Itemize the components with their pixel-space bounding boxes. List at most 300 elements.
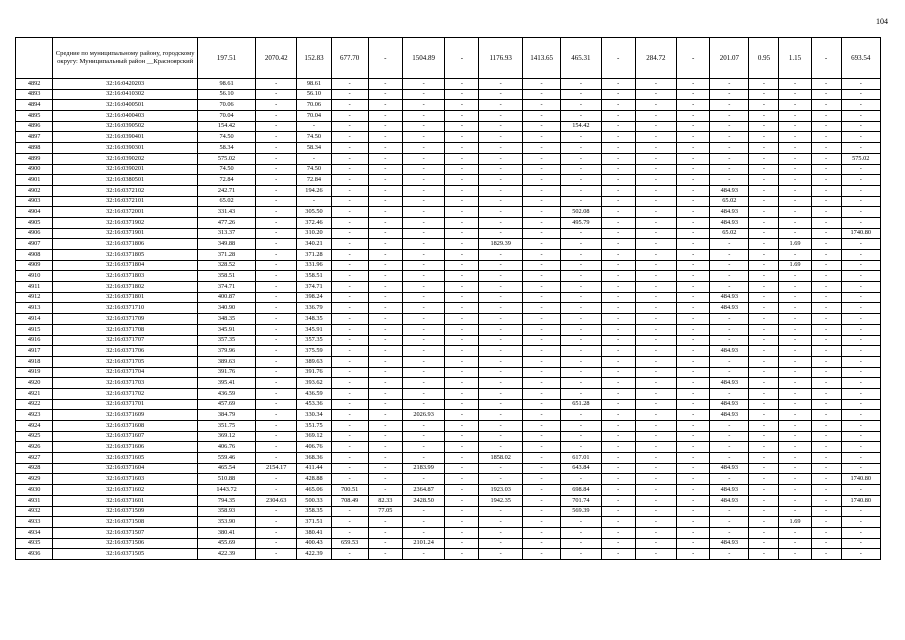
value-cell: - bbox=[368, 527, 402, 538]
row-number-cell: 4898 bbox=[16, 143, 53, 154]
value-cell: - bbox=[561, 346, 601, 357]
value-cell: - bbox=[522, 431, 560, 442]
value-cell: - bbox=[256, 132, 297, 143]
value-cell: 358.93 bbox=[198, 506, 256, 517]
value-cell: - bbox=[368, 453, 402, 464]
value-cell: - bbox=[749, 410, 779, 421]
value-cell: 358.51 bbox=[297, 271, 331, 282]
value-cell: - bbox=[779, 100, 811, 111]
value-cell: - bbox=[479, 79, 522, 90]
value-cell: - bbox=[710, 324, 749, 335]
cadastral-number-cell: 32:16:0371705 bbox=[53, 356, 198, 367]
value-cell: - bbox=[635, 282, 676, 293]
value-cell: - bbox=[841, 282, 880, 293]
row-number-cell: 4914 bbox=[16, 314, 53, 325]
value-cell: - bbox=[601, 335, 635, 346]
value-cell: 484.93 bbox=[710, 185, 749, 196]
value-cell: - bbox=[402, 335, 444, 346]
value-cell: - bbox=[677, 271, 710, 282]
value-cell: - bbox=[445, 207, 479, 218]
value-cell: - bbox=[402, 388, 444, 399]
value-cell: - bbox=[677, 474, 710, 485]
value-cell: - bbox=[561, 153, 601, 164]
value-cell: - bbox=[811, 292, 841, 303]
value-cell: - bbox=[635, 421, 676, 432]
value-cell: - bbox=[561, 442, 601, 453]
value-cell: - bbox=[779, 175, 811, 186]
value-cell: - bbox=[368, 282, 402, 293]
cadastral-number-cell: 32:16:0400501 bbox=[53, 100, 198, 111]
value-cell: 1858.02 bbox=[479, 453, 522, 464]
value-cell: - bbox=[479, 228, 522, 239]
value-cell: - bbox=[779, 111, 811, 122]
value-cell: - bbox=[331, 527, 368, 538]
value-cell: - bbox=[368, 442, 402, 453]
summary-value-cell: 284.72 bbox=[635, 38, 676, 79]
value-cell: - bbox=[561, 314, 601, 325]
value-cell: - bbox=[445, 410, 479, 421]
value-cell: - bbox=[256, 506, 297, 517]
value-cell: - bbox=[479, 538, 522, 549]
value-cell: 2183.99 bbox=[402, 463, 444, 474]
value-cell: - bbox=[445, 282, 479, 293]
cadastral-number-cell: 32:16:0371601 bbox=[53, 495, 198, 506]
value-cell: - bbox=[749, 314, 779, 325]
value-cell: - bbox=[677, 89, 710, 100]
value-cell: - bbox=[841, 79, 880, 90]
value-cell: - bbox=[779, 431, 811, 442]
value-cell: - bbox=[331, 207, 368, 218]
value-cell: - bbox=[522, 207, 560, 218]
value-cell: - bbox=[402, 196, 444, 207]
value-cell: 380.41 bbox=[297, 527, 331, 538]
value-cell: - bbox=[256, 260, 297, 271]
value-cell: - bbox=[479, 527, 522, 538]
value-cell: 1740.80 bbox=[841, 228, 880, 239]
value-cell: - bbox=[402, 185, 444, 196]
value-cell: - bbox=[479, 282, 522, 293]
table-row bbox=[16, 89, 881, 100]
value-cell: - bbox=[811, 100, 841, 111]
value-cell: - bbox=[368, 367, 402, 378]
value-cell: - bbox=[368, 431, 402, 442]
row-number-cell: 4928 bbox=[16, 463, 53, 474]
value-cell: - bbox=[779, 303, 811, 314]
cadastral-number-cell: 32:16:0372102 bbox=[53, 185, 198, 196]
value-cell: - bbox=[779, 143, 811, 154]
value-cell: - bbox=[779, 410, 811, 421]
value-cell: - bbox=[749, 207, 779, 218]
value-cell: - bbox=[402, 506, 444, 517]
value-cell: - bbox=[677, 185, 710, 196]
value-cell: - bbox=[811, 121, 841, 132]
row-number-cell: 4910 bbox=[16, 271, 53, 282]
value-cell: - bbox=[522, 495, 560, 506]
value-cell: - bbox=[635, 314, 676, 325]
value-cell: - bbox=[331, 79, 368, 90]
value-cell: - bbox=[256, 185, 297, 196]
row-number-cell: 4916 bbox=[16, 335, 53, 346]
value-cell: - bbox=[522, 217, 560, 228]
value-cell: 2026.93 bbox=[402, 410, 444, 421]
value-cell: - bbox=[710, 453, 749, 464]
value-cell: - bbox=[749, 474, 779, 485]
value-cell: 368.36 bbox=[297, 453, 331, 464]
value-cell: 484.93 bbox=[710, 346, 749, 357]
cadastral-number-cell: 32:16:0372001 bbox=[53, 207, 198, 218]
value-cell: 357.35 bbox=[198, 335, 256, 346]
value-cell: - bbox=[841, 442, 880, 453]
cadastral-number-cell: 32:16:0371605 bbox=[53, 453, 198, 464]
row-number-cell: 4897 bbox=[16, 132, 53, 143]
value-cell: - bbox=[635, 495, 676, 506]
value-cell: 345.91 bbox=[297, 324, 331, 335]
value-cell: - bbox=[479, 185, 522, 196]
value-cell: - bbox=[331, 346, 368, 357]
value-cell: - bbox=[479, 175, 522, 186]
table-row bbox=[16, 250, 881, 261]
value-cell: 428.88 bbox=[297, 474, 331, 485]
value-cell: - bbox=[331, 217, 368, 228]
row-number-cell: 4924 bbox=[16, 421, 53, 432]
value-cell: - bbox=[479, 132, 522, 143]
value-cell: - bbox=[561, 356, 601, 367]
value-cell: - bbox=[749, 121, 779, 132]
value-cell: - bbox=[601, 185, 635, 196]
value-cell: 348.35 bbox=[198, 314, 256, 325]
value-cell: - bbox=[677, 100, 710, 111]
value-cell: - bbox=[256, 421, 297, 432]
value-cell: - bbox=[635, 196, 676, 207]
value-cell: - bbox=[522, 314, 560, 325]
value-cell: - bbox=[635, 324, 676, 335]
table-row bbox=[16, 538, 881, 549]
value-cell: - bbox=[635, 335, 676, 346]
value-cell: 384.79 bbox=[198, 410, 256, 421]
cadastral-number-cell: 32:16:0371704 bbox=[53, 367, 198, 378]
value-cell: - bbox=[635, 121, 676, 132]
value-cell: - bbox=[402, 164, 444, 175]
value-cell: - bbox=[402, 517, 444, 528]
summary-value-cell: 152.83 bbox=[297, 38, 331, 79]
value-cell: 502.08 bbox=[561, 207, 601, 218]
value-cell: 70.04 bbox=[297, 111, 331, 122]
value-cell: - bbox=[256, 196, 297, 207]
row-number-cell: 4911 bbox=[16, 282, 53, 293]
value-cell: - bbox=[779, 399, 811, 410]
value-cell: - bbox=[445, 527, 479, 538]
value-cell: - bbox=[479, 271, 522, 282]
row-number-cell: 4904 bbox=[16, 207, 53, 218]
value-cell: - bbox=[479, 474, 522, 485]
value-cell: - bbox=[522, 506, 560, 517]
value-cell: - bbox=[561, 282, 601, 293]
value-cell: - bbox=[779, 121, 811, 132]
value-cell: - bbox=[522, 250, 560, 261]
value-cell: 98.61 bbox=[297, 79, 331, 90]
value-cell: - bbox=[841, 538, 880, 549]
value-cell: 56.10 bbox=[297, 89, 331, 100]
row-number-cell: 4923 bbox=[16, 410, 53, 421]
value-cell: 74.50 bbox=[198, 132, 256, 143]
value-cell: - bbox=[749, 335, 779, 346]
value-cell: - bbox=[445, 175, 479, 186]
cadastral-number-cell: 32:16:0371505 bbox=[53, 549, 198, 560]
value-cell: - bbox=[749, 164, 779, 175]
value-cell: 349.88 bbox=[198, 239, 256, 250]
value-cell: - bbox=[635, 367, 676, 378]
row-number-cell: 4936 bbox=[16, 549, 53, 560]
value-cell: - bbox=[779, 421, 811, 432]
value-cell: 559.46 bbox=[198, 453, 256, 464]
value-cell: - bbox=[402, 79, 444, 90]
value-cell: - bbox=[635, 356, 676, 367]
value-cell: - bbox=[368, 463, 402, 474]
value-cell: - bbox=[601, 356, 635, 367]
value-cell: - bbox=[522, 463, 560, 474]
value-cell: - bbox=[749, 175, 779, 186]
value-cell: - bbox=[710, 335, 749, 346]
value-cell: 374.71 bbox=[198, 282, 256, 293]
value-cell: - bbox=[677, 421, 710, 432]
value-cell: - bbox=[522, 399, 560, 410]
value-cell: 351.75 bbox=[297, 421, 331, 432]
cadastral-number-cell: 32:16:0371506 bbox=[53, 538, 198, 549]
value-cell: - bbox=[479, 217, 522, 228]
value-cell: - bbox=[331, 324, 368, 335]
value-cell: - bbox=[811, 527, 841, 538]
value-cell: - bbox=[635, 453, 676, 464]
table-row bbox=[16, 164, 881, 175]
value-cell: - bbox=[811, 485, 841, 496]
value-cell: - bbox=[779, 495, 811, 506]
table-row bbox=[16, 100, 881, 111]
value-cell: - bbox=[677, 175, 710, 186]
value-cell: - bbox=[402, 378, 444, 389]
value-cell: 436.59 bbox=[297, 388, 331, 399]
value-cell: - bbox=[256, 335, 297, 346]
value-cell: - bbox=[522, 132, 560, 143]
value-cell: - bbox=[297, 153, 331, 164]
value-cell: - bbox=[522, 346, 560, 357]
value-cell: - bbox=[677, 378, 710, 389]
row-number-cell: 4899 bbox=[16, 153, 53, 164]
value-cell: - bbox=[601, 239, 635, 250]
value-cell: - bbox=[841, 100, 880, 111]
value-cell: 393.62 bbox=[297, 378, 331, 389]
value-cell: - bbox=[402, 111, 444, 122]
value-cell: - bbox=[368, 79, 402, 90]
value-cell: - bbox=[841, 164, 880, 175]
value-cell: - bbox=[635, 228, 676, 239]
page-number: 104 bbox=[876, 17, 888, 26]
value-cell: - bbox=[811, 164, 841, 175]
value-cell: - bbox=[402, 271, 444, 282]
table-row bbox=[16, 282, 881, 293]
table-row bbox=[16, 388, 881, 399]
value-cell: 58.34 bbox=[297, 143, 331, 154]
value-cell: - bbox=[601, 346, 635, 357]
value-cell: - bbox=[445, 463, 479, 474]
value-cell: - bbox=[635, 303, 676, 314]
value-cell: - bbox=[445, 100, 479, 111]
value-cell: - bbox=[841, 367, 880, 378]
value-cell: - bbox=[677, 549, 710, 560]
summary-value-cell: 1413.65 bbox=[522, 38, 560, 79]
value-cell: - bbox=[779, 549, 811, 560]
value-cell: - bbox=[402, 100, 444, 111]
value-cell: - bbox=[779, 356, 811, 367]
value-cell: 422.39 bbox=[198, 549, 256, 560]
value-cell: 1.69 bbox=[779, 260, 811, 271]
value-cell: - bbox=[331, 132, 368, 143]
value-cell: - bbox=[445, 378, 479, 389]
value-cell: - bbox=[635, 111, 676, 122]
value-cell: - bbox=[779, 89, 811, 100]
value-cell: - bbox=[710, 239, 749, 250]
value-cell: 65.02 bbox=[710, 196, 749, 207]
value-cell: - bbox=[677, 143, 710, 154]
value-cell: - bbox=[811, 453, 841, 464]
value-cell: - bbox=[561, 143, 601, 154]
value-cell: - bbox=[445, 132, 479, 143]
value-cell: - bbox=[635, 506, 676, 517]
value-cell: - bbox=[635, 485, 676, 496]
summary-value-cell: 1.15 bbox=[779, 38, 811, 79]
value-cell: - bbox=[368, 239, 402, 250]
value-cell: - bbox=[402, 527, 444, 538]
row-number-cell: 4927 bbox=[16, 453, 53, 464]
value-cell: 701.74 bbox=[561, 495, 601, 506]
value-cell: - bbox=[331, 453, 368, 464]
value-cell: 1740.80 bbox=[841, 474, 880, 485]
value-cell: - bbox=[677, 527, 710, 538]
value-cell: - bbox=[522, 527, 560, 538]
value-cell: - bbox=[749, 250, 779, 261]
value-cell: - bbox=[601, 132, 635, 143]
value-cell: - bbox=[256, 431, 297, 442]
value-cell: - bbox=[445, 79, 479, 90]
value-cell: - bbox=[841, 356, 880, 367]
value-cell: 484.93 bbox=[710, 495, 749, 506]
value-cell: 794.35 bbox=[198, 495, 256, 506]
value-cell: - bbox=[561, 474, 601, 485]
summary-value-cell: 2070.42 bbox=[256, 38, 297, 79]
value-cell: - bbox=[479, 207, 522, 218]
value-cell: - bbox=[779, 164, 811, 175]
value-cell: - bbox=[811, 143, 841, 154]
value-cell: - bbox=[710, 100, 749, 111]
value-cell: - bbox=[635, 549, 676, 560]
value-cell: - bbox=[779, 314, 811, 325]
value-cell: 484.93 bbox=[710, 463, 749, 474]
row-number-cell: 4892 bbox=[16, 79, 53, 90]
value-cell: - bbox=[445, 335, 479, 346]
table-row bbox=[16, 196, 881, 207]
value-cell: 358.35 bbox=[297, 506, 331, 517]
value-cell: - bbox=[677, 228, 710, 239]
value-cell: 375.59 bbox=[297, 346, 331, 357]
cadastral-number-cell: 32:16:0371604 bbox=[53, 463, 198, 474]
value-cell: - bbox=[635, 474, 676, 485]
value-cell: - bbox=[256, 153, 297, 164]
value-cell: 58.34 bbox=[198, 143, 256, 154]
value-cell: - bbox=[811, 431, 841, 442]
value-cell: 313.37 bbox=[198, 228, 256, 239]
value-cell: 380.41 bbox=[198, 527, 256, 538]
table-row bbox=[16, 463, 881, 474]
value-cell: - bbox=[635, 271, 676, 282]
value-cell: 400.43 bbox=[297, 538, 331, 549]
value-cell: - bbox=[601, 79, 635, 90]
value-cell: - bbox=[601, 495, 635, 506]
value-cell: 455.69 bbox=[198, 538, 256, 549]
value-cell: - bbox=[402, 250, 444, 261]
value-cell: - bbox=[601, 421, 635, 432]
value-cell: - bbox=[479, 335, 522, 346]
value-cell: - bbox=[479, 292, 522, 303]
value-cell: - bbox=[402, 292, 444, 303]
value-cell: 70.06 bbox=[297, 100, 331, 111]
value-cell: - bbox=[779, 453, 811, 464]
value-cell: - bbox=[331, 463, 368, 474]
summary-value-cell: 197.51 bbox=[198, 38, 256, 79]
value-cell: 340.90 bbox=[198, 303, 256, 314]
value-cell: 389.63 bbox=[198, 356, 256, 367]
value-cell: 708.49 bbox=[331, 495, 368, 506]
value-cell: - bbox=[331, 175, 368, 186]
value-cell: - bbox=[635, 346, 676, 357]
value-cell: - bbox=[256, 164, 297, 175]
summary-value-cell: 1504.89 bbox=[402, 38, 444, 79]
value-cell: - bbox=[811, 303, 841, 314]
value-cell: - bbox=[635, 239, 676, 250]
value-cell: - bbox=[402, 367, 444, 378]
cadastral-number-cell: 32:16:0390202 bbox=[53, 153, 198, 164]
value-cell: - bbox=[402, 324, 444, 335]
value-cell: - bbox=[811, 260, 841, 271]
value-cell: - bbox=[601, 100, 635, 111]
value-cell: - bbox=[601, 164, 635, 175]
value-cell: - bbox=[256, 346, 297, 357]
value-cell: - bbox=[749, 506, 779, 517]
value-cell: - bbox=[256, 517, 297, 528]
cadastral-number-cell: 32:16:0371706 bbox=[53, 346, 198, 357]
value-cell: 371.28 bbox=[297, 250, 331, 261]
value-cell: - bbox=[479, 196, 522, 207]
value-cell: 457.69 bbox=[198, 399, 256, 410]
row-number-cell: 4922 bbox=[16, 399, 53, 410]
value-cell: - bbox=[677, 121, 710, 132]
value-cell: - bbox=[368, 314, 402, 325]
value-cell: - bbox=[561, 175, 601, 186]
value-cell: - bbox=[811, 346, 841, 357]
value-cell: - bbox=[710, 89, 749, 100]
value-cell: - bbox=[402, 207, 444, 218]
value-cell: - bbox=[677, 314, 710, 325]
row-number-cell: 4902 bbox=[16, 185, 53, 196]
value-cell: - bbox=[522, 111, 560, 122]
value-cell: - bbox=[779, 250, 811, 261]
value-cell: - bbox=[522, 367, 560, 378]
value-cell: 371.28 bbox=[198, 250, 256, 261]
table-row bbox=[16, 324, 881, 335]
value-cell: - bbox=[479, 506, 522, 517]
value-cell: - bbox=[368, 378, 402, 389]
row-number-cell: 4918 bbox=[16, 356, 53, 367]
value-cell: - bbox=[522, 485, 560, 496]
value-cell: - bbox=[841, 185, 880, 196]
